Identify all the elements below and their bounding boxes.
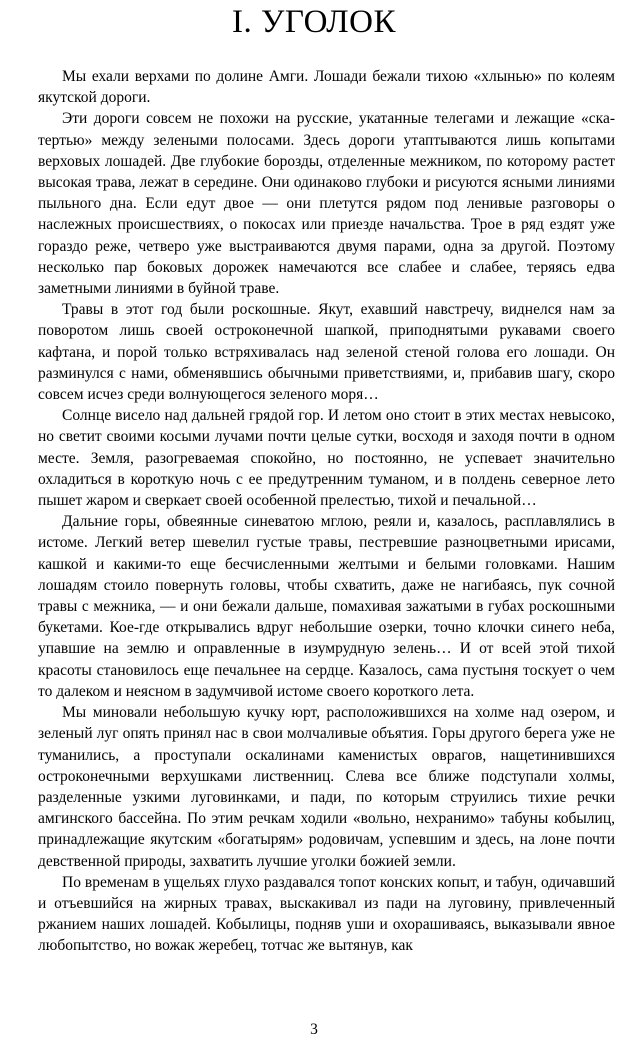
chapter-title: I. УГОЛОК	[231, 4, 397, 40]
chapter-body	[38, 66, 615, 957]
paragraph: По временам в ущельях глухо раздавался топот конских копыт, и табун, одичавший и отъевшийся на жирных травах, выскакивал из пади на луговину, привлеченный ржанием наших лошадей. Кобылицы, подняв уши и охорашиваясь, выказывали явное любопытство, но вожак жеребец, тотчас же вытянув, как	[38, 873, 615, 955]
paragraph: Дальние горы, обвеянные синеватою мглою, реяли и, казалось, расплавлялись в истоме. Легкий ветер шевелил густые травы, пестревшие разноцветными ирисами, кашкой и какими-то еще бесчисленными желтыми и белыми головками. Нашим лошадям стоило повернуть головы, чтобы схватить, даже не нагибаясь, пук сочной травы с межника, — и они бежали дальше, помахивая зажатыми в губах роскошными букетами. Кое-где открывались вдруг небольшие озерки, точно клочки синего неба, упавшие на землю и оправленные в изумрудную зелень… И от всей этой тихой красоты становилось еще печальнее на сердце. Казалось, сама пустыня тоскует о чем то далеком и неясном в задумчивой истоме своего короткого лета.	[38, 513, 615, 700]
paragraph: Мы миновали небольшую кучку юрт, расположившихся на холме над озером, и зеленый луг опять принял нас в свои молчаливые объятия. Горы другого берега уже не туманились, а проступали оскалинами каменистых оврагов, нащетинившихся остроконечными верхушками лиственниц. Слева все ближе подступали холмы, разделенные узкими луговинками, и пади, по которым струились тихие речки амгинского бассейна. По этим речкам ходили «вольно, нехранимо» табуны кобылиц, принадлежащие якутским «богатырям» родовичам, успевшим и здесь, на лоне почти девственной природы, захватить лучшие уголки божией земли.	[38, 704, 615, 870]
paragraph: Солнце висело над дальней грядой гор. И летом оно стоит в этих местах невысоко, но светит своими косыми лучами почти целые сутки, восходя и заходя почти в одном месте. Земля, разогреваемая спокойно, но постоянно, не успевает значительно охладиться в короткую ночь с ее предутренним туманом, и в полдень северное лето пышет жаром и сверкает своей особенной прелестью, тихой и печальной…	[38, 407, 615, 510]
paragraph: Травы в этот год были роскошные. Якут, ехавший навстречу, виднелся нам за поворотом лишь своей остроконечной шапкой, приподнятыми рукавами своего кафтана, и порой только встряхивалась над зеленой стеной голова его лошади. Он разминулся с нами, обменявшись обычными приветствиями, и, прибавив шагу, скоро совсем исчез среди волнующегося зеленого моря…	[38, 301, 615, 404]
paragraph: Эти дороги совсем не похожи на русские, укатанные телегами и лежащие «скатертью» между зелеными полосами. Здесь дороги утаптываются лишь копытами верховых лошадей. Две глубокие борозды, отделенные межником, по которому растет высокая трава, лежат в середине. Они одинаково глубоки и рисуются ясными линиями пыльного дна. Если едут двое — они плетутся рядом под ленивые разговоры о наслежных происшествиях, о покосах или приезде начальства. Трое в ряд ездят уже гораздо реже, четверо уже выстраиваются двумя парами, одна за другой. Поэтому несколько пар боковых дорожек намечаются все слабее и слабее, теряясь едва заметными линиями в буйной траве.	[38, 110, 615, 298]
page-number: 3	[310, 1021, 318, 1038]
paragraph: Мы ехали верхами по долине Амги. Лошади бежали тихою «хлынью» по колеям якутской дороги.	[38, 68, 615, 107]
